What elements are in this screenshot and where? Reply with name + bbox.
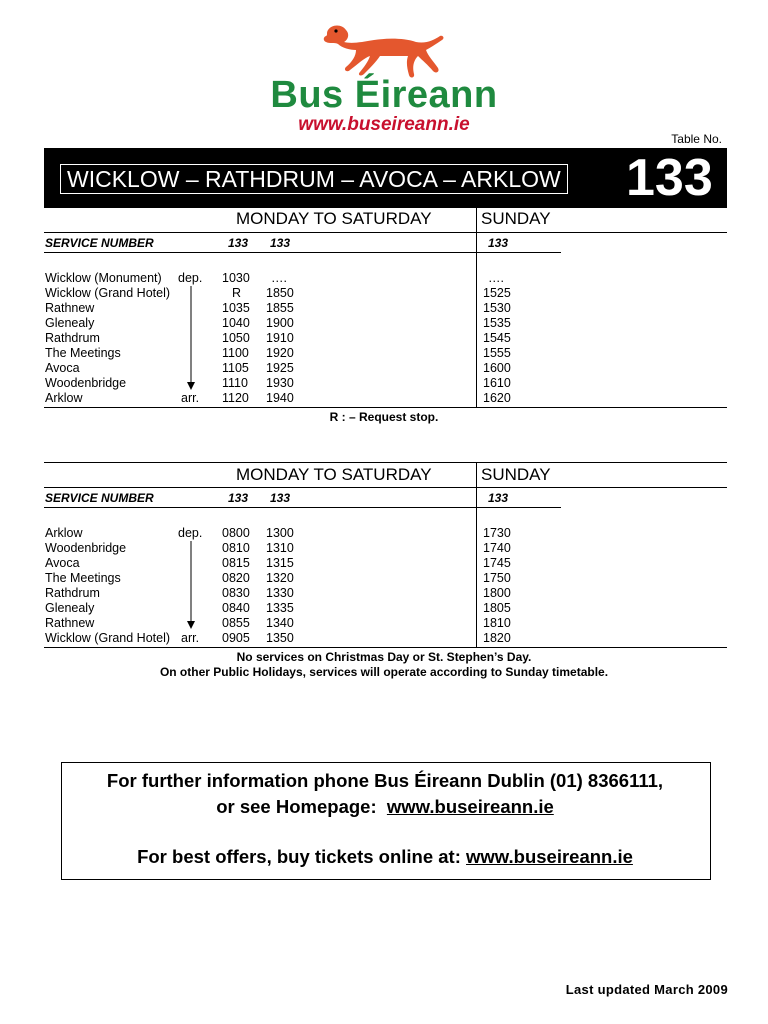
time-cell: 0815 <box>222 556 250 570</box>
service-number-label: SERVICE NUMBER <box>45 236 154 250</box>
time-cell: 1940 <box>266 391 294 405</box>
table-row <box>0 391 768 406</box>
sunday-heading: SUNDAY <box>481 465 551 484</box>
time-cell: 1805 <box>483 601 511 615</box>
time-cell: 1910 <box>266 331 294 345</box>
time-cell: 1335 <box>266 601 294 615</box>
table-row <box>0 346 768 361</box>
time-cell: 1600 <box>483 361 511 375</box>
time-cell: 0855 <box>222 616 250 630</box>
stop-name: Woodenbridge <box>45 376 127 390</box>
stop-name: Wicklow (Grand Hotel) <box>45 631 171 645</box>
brand-name: Bus Éireann <box>270 74 498 116</box>
stop-name: Glenealy <box>45 601 95 615</box>
time-cell: 0830 <box>222 586 250 600</box>
stop-name: Avoca <box>45 361 80 375</box>
time-cell: 0905 <box>222 631 250 645</box>
time-cell: 1330 <box>266 586 294 600</box>
stop-suffix: dep. <box>178 526 203 540</box>
stop-name: Glenealy <box>45 316 95 330</box>
service-number: 133 <box>488 236 509 250</box>
table-row <box>0 316 768 331</box>
info-homepage-line <box>61 796 709 818</box>
time-cell: 1050 <box>222 331 250 345</box>
brand-url[interactable]: www.buseireann.ie <box>298 114 470 135</box>
table-row <box>0 361 768 376</box>
table-row <box>0 556 768 571</box>
table-row <box>0 271 768 286</box>
table-row <box>0 586 768 601</box>
sunday-heading: SUNDAY <box>481 209 551 228</box>
weekday-heading: MONDAY TO SATURDAY <box>236 209 432 228</box>
route-title: WICKLOW – RATHDRUM – AVOCA – ARKLOW <box>60 164 568 194</box>
table-row <box>0 541 768 556</box>
time-cell: 1900 <box>266 316 294 330</box>
divider <box>44 407 727 408</box>
service-number: 133 <box>270 236 291 250</box>
table-row <box>0 631 768 646</box>
time-cell: 1855 <box>266 301 294 315</box>
table-row <box>0 376 768 391</box>
stop-name: Arklow <box>45 391 83 405</box>
time-cell: 1620 <box>483 391 511 405</box>
time-cell: 1110 <box>222 376 248 390</box>
table-number-label: Table No. <box>671 132 722 146</box>
info-tickets-label: For best offers, buy tickets online at: <box>137 846 461 867</box>
time-cell: 1035 <box>222 301 250 315</box>
time-cell: …. <box>271 271 287 285</box>
divider <box>44 462 727 463</box>
public-holiday-note: On other Public Holidays, services will operate according to Sunday timetable. <box>159 665 609 679</box>
table-row <box>0 286 768 301</box>
time-cell: 1850 <box>266 286 294 300</box>
time-cell: 1610 <box>483 376 511 390</box>
table-row <box>0 301 768 316</box>
time-cell: 1340 <box>266 616 294 630</box>
time-cell: 1320 <box>266 571 294 585</box>
time-cell: 1535 <box>483 316 511 330</box>
homepage-link[interactable]: www.buseireann.ie <box>386 796 554 817</box>
info-tickets-line <box>61 846 709 868</box>
time-cell: 1030 <box>222 271 250 285</box>
stop-name: Avoca <box>45 556 80 570</box>
time-cell: 1810 <box>483 616 511 630</box>
time-cell: …. <box>488 271 504 285</box>
stop-suffix: arr. <box>181 631 200 645</box>
time-cell: 0810 <box>222 541 250 555</box>
stop-name: Wicklow (Grand Hotel) <box>45 286 171 300</box>
time-cell: 1545 <box>483 331 511 345</box>
service-number: 133 <box>270 491 291 505</box>
stop-name: The Meetings <box>45 571 121 585</box>
weekday-heading: MONDAY TO SATURDAY <box>236 465 432 484</box>
divider <box>44 232 727 233</box>
table-row <box>0 331 768 346</box>
time-cell: 1820 <box>483 631 511 645</box>
info-homepage-label: or see Homepage: <box>216 796 377 817</box>
info-phone-line: For further information phone Bus Éireann Dublin (01) 8366111, <box>106 770 664 791</box>
service-number: 133 <box>228 491 249 505</box>
direction-arrow-icon <box>186 286 196 390</box>
divider <box>44 647 727 648</box>
time-cell: 0840 <box>222 601 250 615</box>
time-cell: R <box>232 286 242 300</box>
request-stop-note: R : – Request stop. <box>329 410 439 424</box>
stop-name: Arklow <box>45 526 83 540</box>
service-number: 133 <box>228 236 249 250</box>
service-number-label: SERVICE NUMBER <box>45 491 154 505</box>
divider <box>44 487 727 488</box>
table-row <box>0 571 768 586</box>
stop-suffix: arr. <box>181 391 200 405</box>
stop-name: Rathnew <box>45 616 95 630</box>
stop-name: The Meetings <box>45 346 121 360</box>
time-cell: 1730 <box>483 526 511 540</box>
stop-name: Rathnew <box>45 301 95 315</box>
time-cell: 0800 <box>222 526 250 540</box>
time-cell: 1310 <box>266 541 294 555</box>
table-row <box>0 601 768 616</box>
time-cell: 1040 <box>222 316 250 330</box>
table-row <box>0 616 768 631</box>
holiday-note: No services on Christmas Day or St. Stephen’s Day. <box>236 650 532 664</box>
stop-name: Rathdrum <box>45 331 100 345</box>
time-cell: 1530 <box>483 301 511 315</box>
time-cell: 1350 <box>266 631 294 645</box>
route-number: 133 <box>626 149 713 207</box>
divider <box>44 507 561 508</box>
stop-name: Woodenbridge <box>45 541 127 555</box>
time-cell: 1745 <box>483 556 511 570</box>
direction-arrow-icon <box>186 541 196 629</box>
divider <box>44 252 561 253</box>
last-updated: Last updated March 2009 <box>565 982 728 997</box>
time-cell: 1300 <box>266 526 294 540</box>
stop-name: Wicklow (Monument) <box>45 271 162 285</box>
time-cell: 1750 <box>483 571 511 585</box>
time-cell: 1925 <box>266 361 294 375</box>
time-cell: 0820 <box>222 571 250 585</box>
stop-name: Rathdrum <box>45 586 100 600</box>
time-cell: 1555 <box>483 346 511 360</box>
time-cell: 1800 <box>483 586 511 600</box>
time-cell: 1105 <box>222 361 249 375</box>
time-cell: 1100 <box>222 346 249 360</box>
table-row <box>0 526 768 541</box>
tickets-link[interactable]: www.buseireann.ie <box>466 846 633 867</box>
time-cell: 1315 <box>266 556 294 570</box>
stop-suffix: dep. <box>178 271 203 285</box>
service-number: 133 <box>488 491 509 505</box>
time-cell: 1740 <box>483 541 511 555</box>
time-cell: 1930 <box>266 376 294 390</box>
time-cell: 1525 <box>483 286 511 300</box>
time-cell: 1920 <box>266 346 294 360</box>
time-cell: 1120 <box>222 391 249 405</box>
